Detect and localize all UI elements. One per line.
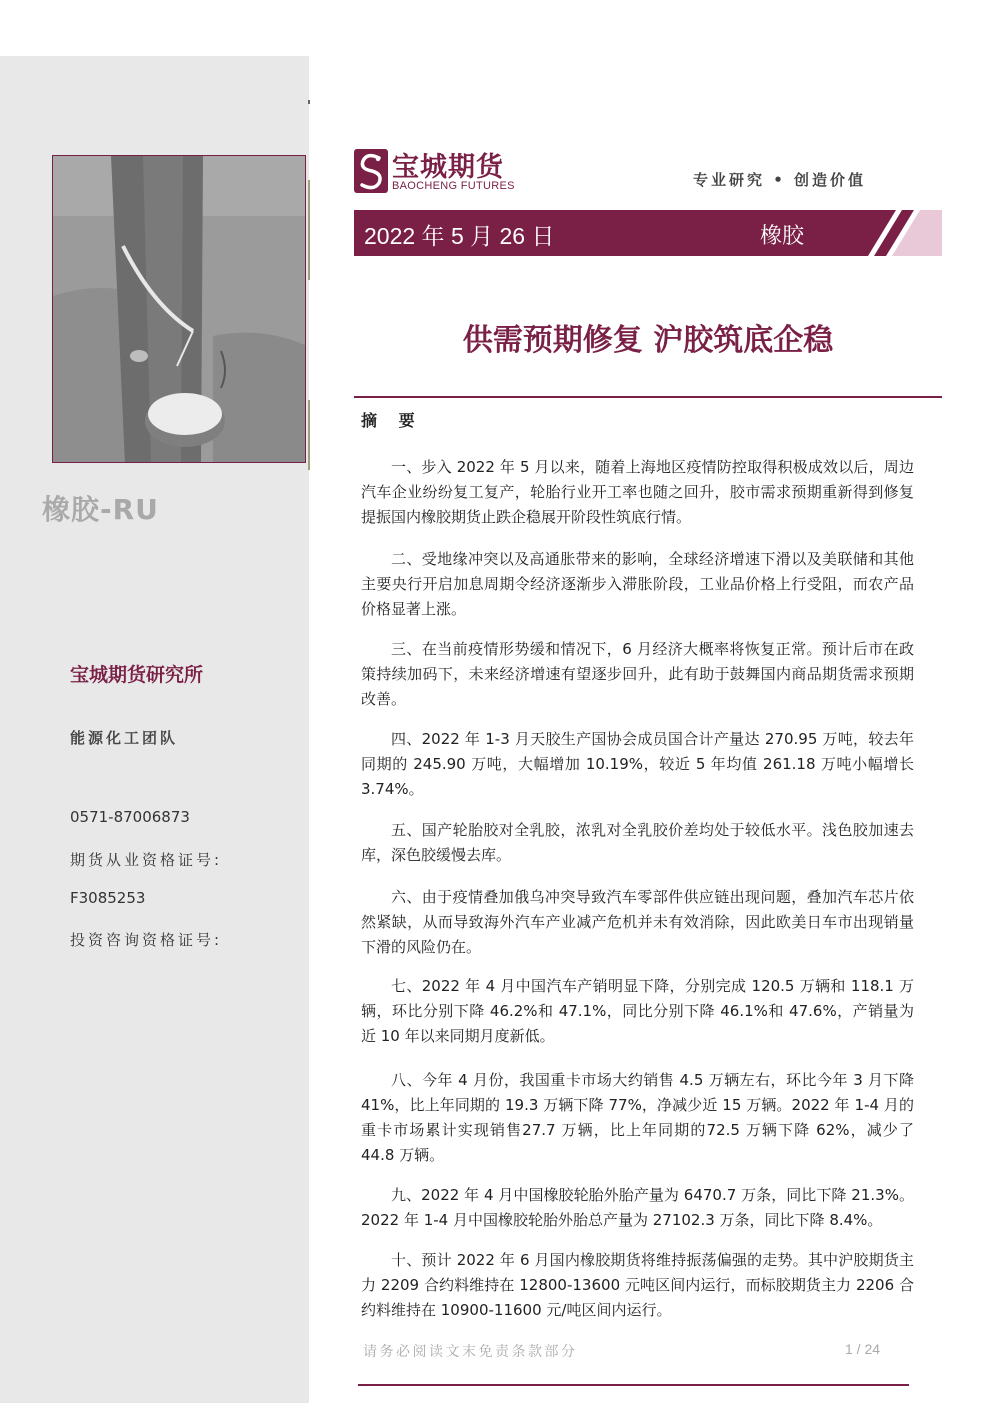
category-label: 橡胶-RU <box>42 493 159 526</box>
summary-paragraph: 二、受地缘冲突以及高通胀带来的影响，全球经济增速下滑以及美联储和其他主要央行开启加息周期令经济逐渐步入滞胀阶段，工业品价格上行受阻，而农产品价格显著上涨。 <box>361 550 914 618</box>
team-name: 能源化工团队 <box>70 729 179 747</box>
slogan: 专业研究 • 创造价值 <box>693 171 867 189</box>
crop-mark <box>308 400 310 470</box>
crop-mark <box>308 180 310 280</box>
phone-number: 0571-87006873 <box>70 808 190 826</box>
summary-paragraph: 十、预计 2022 年 6 月国内橡胶期货将维持振荡偏强的走势。其中沪胶期货主力 2209 合约料维持在 12800-13600 元吨区间内运行，而标胶期货主力 2206 合约料维持在 10900-11600 元/吨区间内运行。 <box>361 1251 914 1319</box>
futures-cert-label: 期货从业资格证号: <box>70 851 223 869</box>
logo-english-name: BAOCHENG FUTURES <box>392 180 515 192</box>
summary-paragraph: 六、由于疫情叠加俄乌冲突导致汽车零部件供应链出现问题，叠加汽车芯片依然紧缺，从而导致海外汽车产业减产危机并未有效消除，因此欧美日车市出现销量下滑的风险仍在。 <box>361 888 914 956</box>
page-number: 1 / 24 <box>845 1341 881 1357</box>
summary-paragraph: 五、国产轮胎胶对全乳胶，浓乳对全乳胶价差均处于较低水平。浅色胶加速去库，深色胶缓慢去库。 <box>361 821 914 864</box>
institute-name: 宝城期货研究所 <box>70 664 204 686</box>
summary-paragraph: 九、2022 年 4 月中国橡胶轮胎外胎产量为 6470.7 万条，同比下降 21.3%。2022 年 1-4 月中国橡胶轮胎外胎总产量为 27102.3 万条，同比下降 8.4%。 <box>361 1186 914 1229</box>
date-banner <box>354 210 942 256</box>
logo-chinese-name: 宝城期货 <box>392 152 504 183</box>
report-title: 供需预期修复 沪胶筑底企稳 <box>462 323 834 358</box>
summary-heading: 摘 要 <box>361 411 423 430</box>
rubber-tree-photo <box>52 155 306 463</box>
summary-paragraph: 七、2022 年 4 月中国汽车产销明显下降，分别完成 120.5 万辆和 118.1 万辆，环比分别下降 46.2%和 47.1%，同比分别下降 46.1%和 47.6%，产销量为近 10 年以来同期月度新低。 <box>361 977 914 1045</box>
summary-paragraph: 四、2022 年 1-3 月天胶生产国协会成员国合计产量达 270.95 万吨，较去年同期的 245.90 万吨，大幅增加 10.19%，较近 5 年均值 261.18 万吨小幅增长 3.74%。 <box>361 730 914 798</box>
title-divider <box>354 396 942 398</box>
summary-paragraph: 一、步入 2022 年 5 月以来，随着上海地区疫情防控取得积极成效以后，周边汽车企业纷纷复工复产，轮胎行业开工率也随之回升，胶市需求预期重新得到修复提振国内橡胶期货止跌企稳展开阶段性筑底行情。 <box>361 458 914 526</box>
crop-mark <box>308 100 310 104</box>
baocheng-s-logo-icon <box>354 149 388 193</box>
summary-paragraph: 三、在当前疫情形势缓和情况下，6 月经济大概率将恢复正常。预计后市在政策持续加码下，未来经济增速有望逐步回升，此有助于鼓舞国内商品期货需求预期改善。 <box>361 640 914 708</box>
report-date: 2022 年 5 月 26 日 <box>364 223 555 249</box>
report-category: 橡胶 <box>760 224 805 249</box>
advisory-cert-label: 投资咨询资格证号: <box>70 931 223 949</box>
company-logo <box>354 145 524 197</box>
summary-paragraph: 八、今年 4 月份，我国重卡市场大约销售 4.5 万辆左右，环比今年 3 月下降 41%，比上年同期的 19.3 万辆下降 77%，净减少近 15 万辆。2022 年 1-4 月的重卡市场累计实现销售27.7 万辆，比上年同期的72.5 万辆下降 62%，减少了 44.8 万辆。 <box>361 1071 914 1164</box>
futures-cert-number: F3085253 <box>70 889 146 907</box>
footer-divider <box>358 1384 909 1386</box>
disclaimer-note: 请务必阅读文末免责条款部分 <box>363 1344 578 1360</box>
